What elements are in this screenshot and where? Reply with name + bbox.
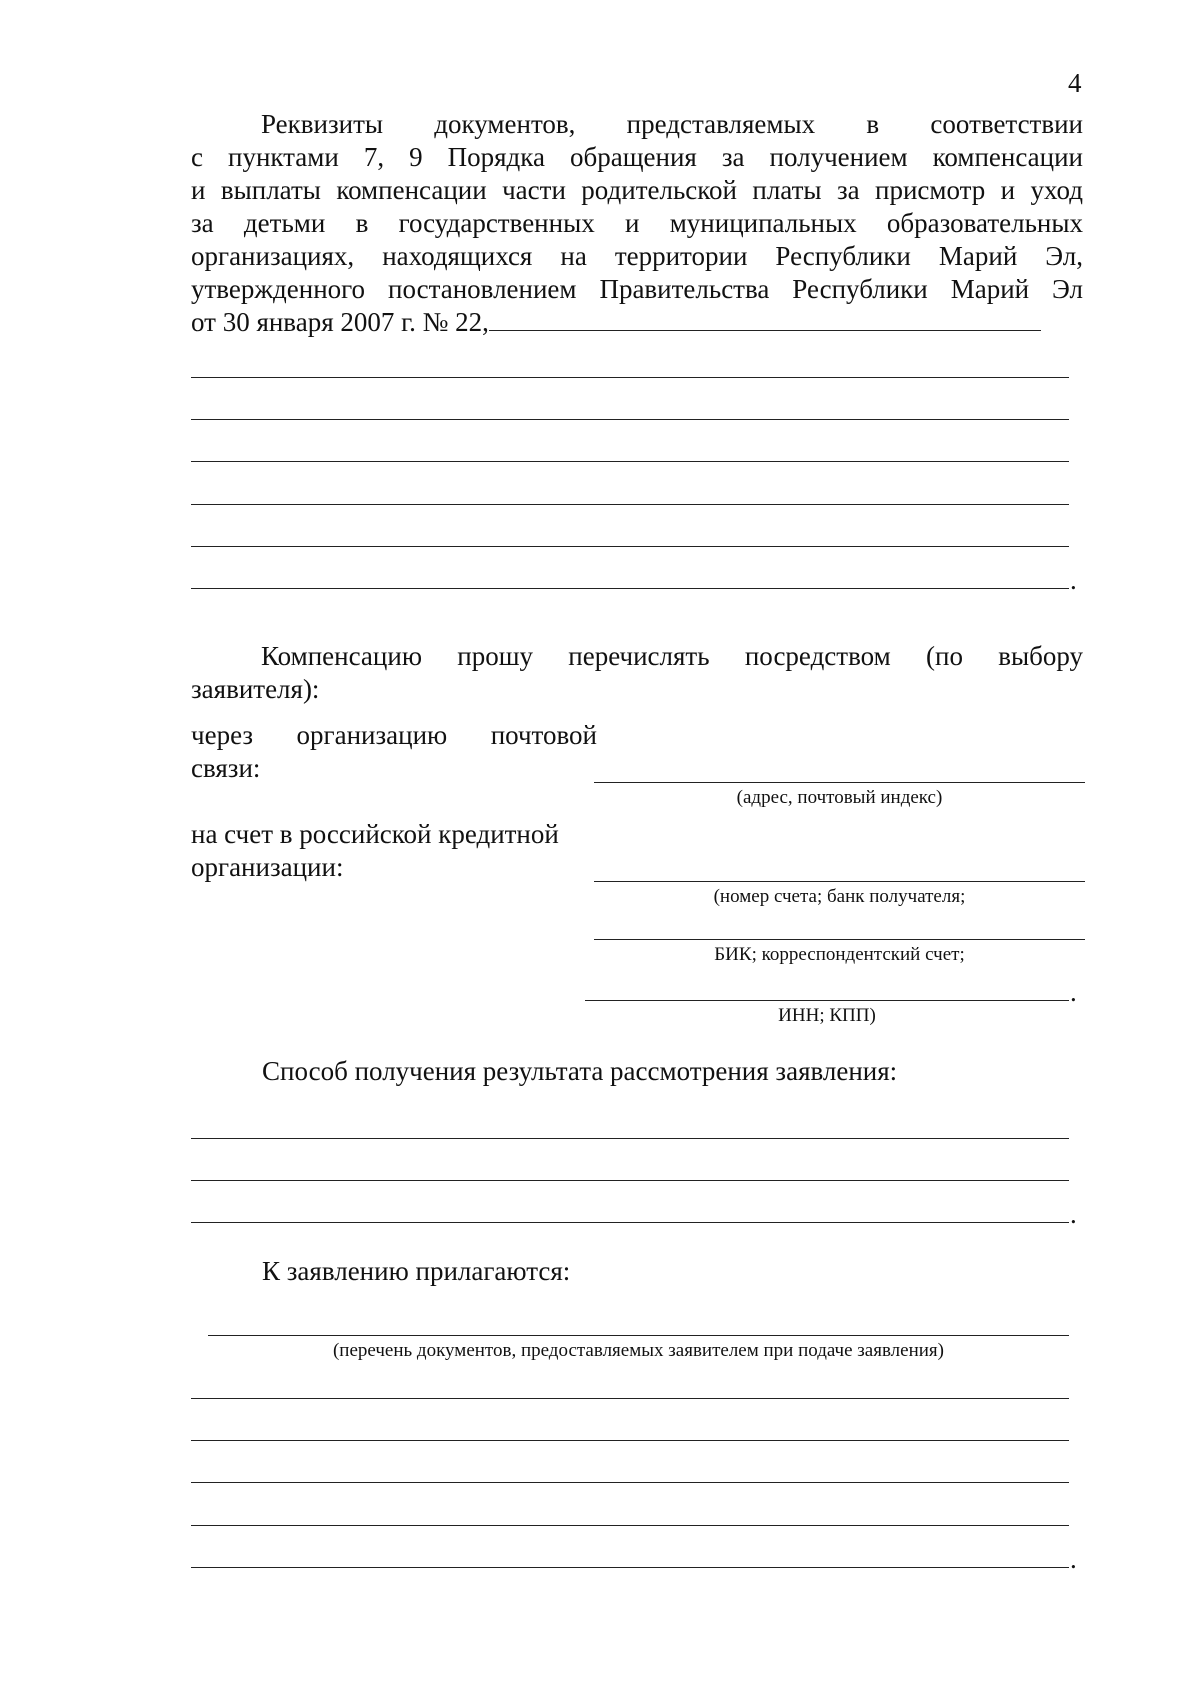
postal-address-caption: (адрес, почтовый индекс)	[736, 787, 943, 808]
requisites-field-line-2[interactable]	[191, 419, 1069, 420]
bank-inn-caption: ИНН; КПП)	[778, 1005, 876, 1026]
result-end-mark: .	[1070, 1199, 1077, 1229]
postal-option-label: через организацию почтовой	[191, 720, 597, 750]
attachments-field-line-0[interactable]	[208, 1335, 1069, 1336]
requisites-field-line-1[interactable]	[191, 377, 1069, 378]
intro-line-2: с пунктами 7, 9 Порядка обращения за получением компенсации	[191, 142, 1083, 172]
requisites-field-line-4[interactable]	[191, 504, 1069, 505]
intro-line-7-text: от 30 января 2007 г. № 22,	[191, 307, 489, 337]
requisites-paragraph	[191, 108, 1083, 339]
bank-bik-caption: БИК; корреспондентский счет;	[714, 944, 965, 965]
payment-end-mark: .	[1070, 977, 1077, 1007]
requisites-field-line-5[interactable]	[191, 546, 1069, 547]
intro-line-3: и выплаты компенсации части родительской платы за присмотр и уход	[191, 175, 1083, 205]
intro-line-4: за детьми в государственных и муниципальных образовательных	[191, 208, 1083, 238]
intro-line-5: организациях, находящихся на территории Республики Марий Эл,	[191, 241, 1083, 271]
intro-line-6: утвержденного постановлением Правительства Республики Марий Эл	[191, 274, 1083, 304]
bank-option-label: на счет в российской кредитной	[191, 819, 559, 849]
result-field-line-2[interactable]	[191, 1180, 1069, 1181]
attachments-caption: (перечень документов, предоставляемых заявителем при подаче заявления)	[332, 1340, 945, 1361]
bank-inn-field[interactable]	[585, 1000, 1069, 1001]
result-field-line-3[interactable]	[191, 1222, 1069, 1223]
requisites-field-line-3[interactable]	[191, 461, 1069, 462]
result-field-line-1[interactable]	[191, 1138, 1069, 1139]
attachments-field-line-2[interactable]	[191, 1440, 1069, 1441]
page-number: 4	[1068, 68, 1082, 98]
requisites-end-mark: .	[1070, 565, 1077, 595]
bank-bik-field[interactable]	[594, 939, 1085, 940]
attachments-field-line-5[interactable]	[191, 1567, 1069, 1568]
intro-line-1: Реквизиты документов, представляемых в соответствии	[261, 109, 1083, 139]
attachments-field-line-4[interactable]	[191, 1525, 1069, 1526]
bank-option-label-cont: организации:	[191, 852, 344, 882]
postal-address-field[interactable]	[594, 782, 1085, 783]
postal-option-label-cont: связи:	[191, 753, 261, 783]
attachments-end-mark: .	[1070, 1544, 1077, 1574]
intro-line-7	[191, 306, 1083, 339]
attachments-field-line-3[interactable]	[191, 1482, 1069, 1483]
bank-account-caption: (номер счета; банк получателя;	[713, 886, 966, 907]
requisites-field-line-6[interactable]	[191, 588, 1069, 589]
result-method-heading: Способ получения результата рассмотрения заявления:	[262, 1056, 898, 1086]
payment-heading-cont: заявителя):	[191, 674, 320, 704]
attachments-field-line-1[interactable]	[191, 1398, 1069, 1399]
attachments-heading: К заявлению прилагаются:	[262, 1256, 571, 1286]
requisites-inline-field[interactable]	[489, 308, 1041, 331]
bank-account-field[interactable]	[594, 881, 1085, 882]
payment-heading: Компенсацию прошу перечислять посредством (по выбору	[261, 641, 1083, 671]
